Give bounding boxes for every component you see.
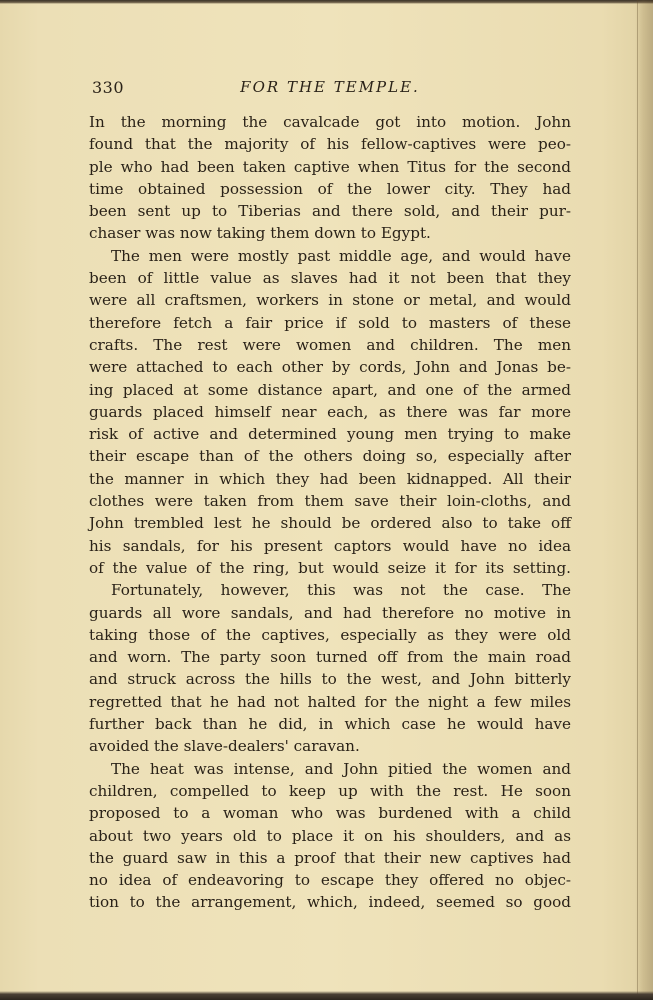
text-line: their escape than of the others doing so, especially after [89,447,571,466]
text-line: and worn. The party soon turned off from the main road [89,648,571,667]
text-line: were all craftsmen, workers in stone or metal, and would [89,291,571,310]
text-line: were attached to each other by cords, John and Jonas be- [89,358,571,377]
text-line: guards placed himself near each, as there was far more [89,402,571,421]
text-line: regretted that he had not halted for the night a few miles [89,692,571,711]
text-line: therefore fetch a fair price if sold to masters of these [89,313,571,332]
page-edge-shadow [635,0,653,1000]
top-edge-shadow [0,0,653,4]
text-line: taking those of the captives, especially as they were old [89,625,571,644]
text-line: The men were mostly past middle age, and would have [111,246,571,265]
running-head: FOR THE TEMPLE. [240,78,420,96]
text-line: been of little value as slaves had it not been that they [89,269,571,288]
text-line: and struck across the hills to the west, and John bitterly [89,670,571,689]
text-line: found that the majority of his fellow-captives were peo- [89,135,571,154]
page-number: 330 [92,78,125,97]
text-line: proposed to a woman who was burdened with a child [89,804,571,823]
text-line: clothes were taken from them save their loin-cloths, and [89,492,571,511]
text-line: guards all wore sandals, and had therefore no motive in [89,603,571,622]
text-line: children, compelled to keep up with the rest. He soon [89,781,571,800]
text-line: John trembled lest he should be ordered also to take off [89,514,571,533]
text-line: chaser was now taking them down to Egypt. [89,224,431,243]
text-line: tion to the arrangement, which, indeed, seemed so good [89,893,571,912]
text-line: crafts. The rest were women and children. The men [89,335,571,354]
bottom-edge-shadow [0,991,653,1000]
text-line: of the value of the ring, but would seize it for its setting. [89,558,571,577]
text-line: time obtained possession of the lower city. They had [89,179,571,198]
text-line: avoided the slave-dealers' caravan. [89,737,360,756]
text-line: The heat was intense, and John pitied the women and [111,759,571,778]
text-line: his sandals, for his present captors would have no idea [89,536,571,555]
text-line: been sent up to Tiberias and there sold, and their pur- [89,202,571,221]
page-header [92,78,568,100]
text-line: the guard saw in this a proof that their new captives had [89,848,571,867]
text-line: further back than he did, in which case he would have [89,715,571,734]
text-line: Fortunately, however, this was not the case. The [111,581,571,600]
text-line: risk of active and determined young men trying to make [89,425,571,444]
text-line: about two years old to place it on his shoulders, and as [89,826,571,845]
body-text [89,111,571,914]
text-line: no idea of endeavoring to escape they offered no objec- [89,871,571,890]
text-line: ing placed at some distance apart, and one of the armed [89,380,571,399]
text-line: In the morning the cavalcade got into motion. John [89,113,571,131]
text-line: the manner in which they had been kidnapped. All their [89,469,571,488]
text-line: ple who had been taken captive when Titus for the second [89,157,571,176]
